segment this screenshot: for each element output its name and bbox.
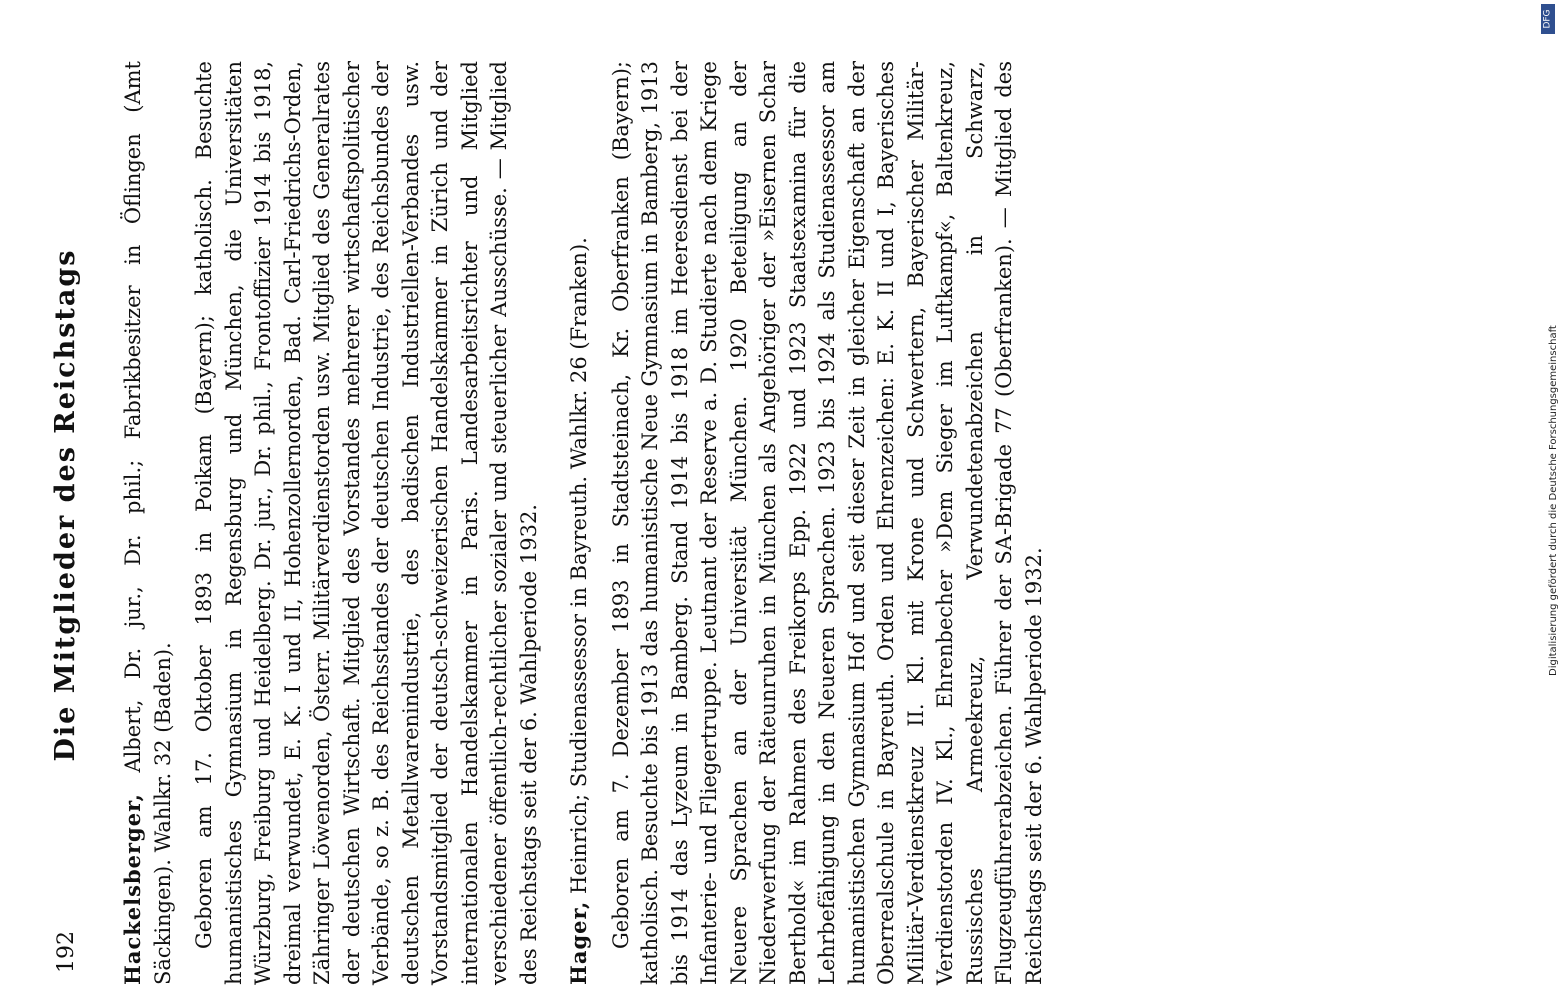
- entry-body: Geboren am 7. Dezember 1893 in Stadtsteinach, Kr. Oberfranken (Bayern); katholisch. Besuchte bis 1913 das humanistische Neue Gymnasium in Bamberg, 1913 bis 1914 das Lyzeum in Bamberg. Stand 1914 bis 1918 im Heeresdienst bei der Infanterie- und Fliegertruppe. Leutnant der Reserve a. D. Studierte nach dem Kriege Neuere Sprachen an der Universität München. 1920 Beteiligung an der Niederwerfung der Räteunruhen in München als Angehöriger der »Eisernen Schar Berthold« im Rahmen des Freikorps Epp. 1922 und 1923 Staatsexamina für die Lehrbefähigung in den Neueren Sprachen. 1923 bis 1924 als Studienassessor am humanistischen Gymnasium Hof und seit dieser Zeit in gleicher Eigenschaft an der Oberrealschule in Bayreuth. Orden und Ehrenzeichen: E. K. II und I, Bayerisches Militär-Verdienstkreuz II. Kl. mit Krone und Schwertern, Bayerischer Militär-Verdienstorden IV. Kl., Ehrenbecher »Dem Sieger im Luftkampf«, Baltenkreuz, Russisches Armeekreuz, Verwundetenabzeichen in Schwarz, Flugzeugführerabzeichen. Führer der SA-Brigade 77 (Oberfranken). — Mitglied des Reichstags seit der 6. Wahlperiode 1932.: [608, 61, 1046, 985]
- entry-name: Hackelsberger,: [120, 793, 145, 985]
- digitization-credit-text: Digitalisierung gefördert durch die Deutsche Forschungsgemeinschaft: [1548, 325, 1559, 676]
- rotated-book-page: [40, 25, 1046, 985]
- entry-heading: [564, 61, 595, 985]
- entry-heading-details: Albert, Dr. jur., Dr. phil.; Fabrikbesitzer in Öflingen (Amt Säckingen). Wahlkr. 32 (Baden).: [121, 61, 175, 985]
- dfg-logo-text: DFG: [1543, 9, 1553, 29]
- entry-body: Geboren am 17. Oktober 1893 in Poikam (Bayern); katholisch. Besuchte humanistisches Gymnasium in Regensburg und München, die Universitäten Würzburg, Freiburg und Heidelberg. Dr. jur., Dr. phil., Frontoffizier 1914 bis 1918, dreimal verwundet, E. K. I und II, Hohenzollernorden, Bad. Carl-Friedrichs-Orden, Zähringer Löwenorden, Österr. Militärverdienstorden usw. Mitglied des Generalrates der deutschen Wirtschaft. Mitglied des Vorstandes mehrerer wirtschaftspolitischer Verbände, so z. B. des Reichsstandes der deutschen Industrie, des Reichsbundes der deutschen Metallwarenindustrie, des badischen Industriellen-Verbandes usw. Vorstandsmitglied der deutsch-schweizerischen Handelskammer in Zürich und der internationalen Handelskammer in Paris. Landesarbeitsrichter und Mitglied verschiedener öffentlich-rechtlicher sozialer und steuerlicher Ausschüsse. — Mitglied des Reichstags seit der 6. Wahlperiode 1932.: [192, 61, 541, 985]
- biography-entry-hager: [564, 61, 1049, 985]
- entry-heading-details: Heinrich; Studienassessor in Bayreuth. Wahlkr. 26 (Franken).: [567, 237, 591, 901]
- page-header: [40, 25, 98, 985]
- entry-heading: [118, 61, 178, 985]
- entry-name: Hager,: [566, 900, 591, 985]
- running-title: Die Mitglieder des Reichstags: [50, 248, 81, 762]
- biography-entry-hackelsberger: [118, 61, 544, 985]
- page-number: 192: [54, 931, 79, 973]
- dfg-logo-badge: [1541, 4, 1555, 34]
